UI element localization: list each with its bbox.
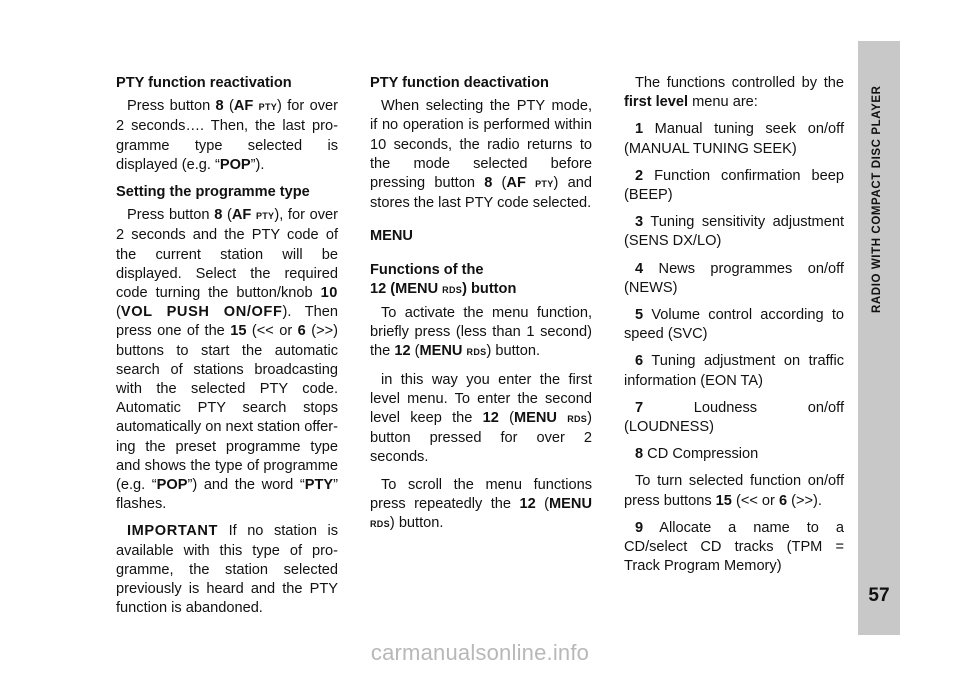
column-3 [624,74,844,584]
paragraph: To activate the menu function, briefly press (less than 1 second) the 12 (MENU RDS) button. [370,305,592,360]
paragraph: To turn selected function on/off press buttons 15 (<< or 6 (>>). [624,473,844,509]
list-item: 5 Volume control according to speed (SVC) [624,307,844,343]
paragraph: To scroll the menu functions press repeatedly the 12 (MENU RDS) button. [370,476,592,532]
list-item: 4 News programmes on/off (NEWS) [624,260,844,296]
column-1 [116,74,338,626]
list-item: 6 Tuning adjustment on traffic information (EON TA) [624,353,844,389]
list-item: 2 Function confirmation beep (BEEP) [624,167,844,204]
list-item: 7 Loudness on/off (LOUDNESS) [624,399,844,436]
list-item: 9 Allocate a name to a CD/select CD tracks (TPM = Track Program Memory) [624,519,844,575]
paragraph: Press button 8 (AF PTY), for over 2 seconds and the PTY code of the current station will be displayed. Select the required code turning the button/knob 10 (VOL PUSH ON/OFF). Then press one of the 15 (<< or 6 (>>) buttons to start the automatic search of stations broadcasting with the selected PTY code. Automatic PTY search stops automatically on next station offering the preset programme type and shows the type of programme (e.g. “POP”) and the word “PTY” flashes. [116,207,339,513]
paragraph: When selecting the PTY mode, if no operation is performed within 10 seconds, the radio returns to the mode selected before pressing button 8 (AF PTY) and stores the last PTY code selected. [370,98,592,212]
important-note: IMPORTANT If no station is available with this type of programme, the station selected previously is heard and the PTY function is abandoned. [116,523,338,617]
section-heading: Setting the programme type [116,184,310,201]
menu-heading: MENU [370,228,413,245]
chapter-title: RADIO WITH COMPACT DISC PLAYER [871,85,883,313]
list-item: 1 Manual tuning seek on/off (MANUAL TUNING SEEK) [624,121,844,157]
paragraph: in this way you enter the first level menu. To enter the second level keep the 12 (MENU RDS) button pressed for over 2 seconds. [370,371,592,466]
section-heading: PTY function deactivation [370,75,549,91]
watermark: carmanualsonline.info [370,640,590,665]
column-2 [370,74,592,542]
paragraph: Press button 8 (AF PTY) for over 2 seconds…. Then, the last programme type selected is displayed (e.g. “POP”). [116,98,338,173]
page-number: 57 [868,585,890,606]
paragraph: The functions controlled by the first level menu are: [624,75,844,111]
section-heading: PTY function reactivation [116,75,292,91]
list-item: 3 Tuning sensitivity adjustment (SENS DX/LO) [624,214,844,250]
list-item: 8 CD Compression [635,446,759,463]
functions-heading: Functions of the 12 (MENU RDS) button [370,261,517,297]
